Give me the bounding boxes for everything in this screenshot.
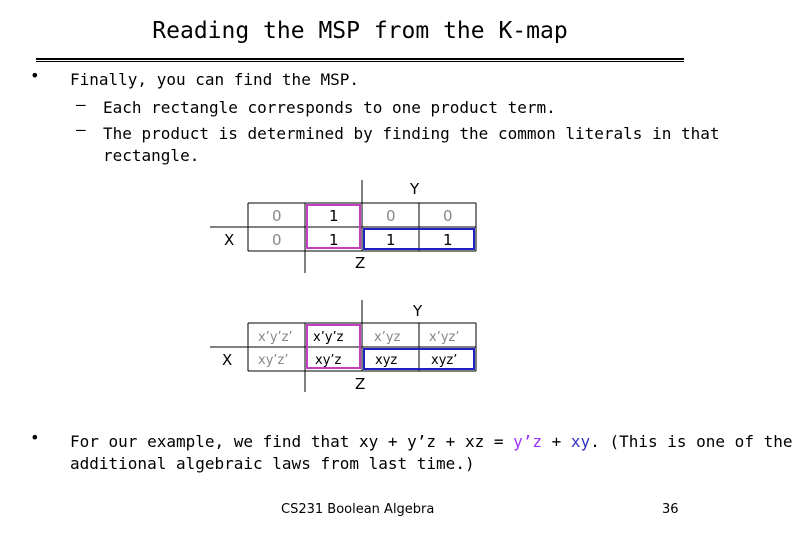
result-term-yz: y’z — [513, 432, 543, 451]
kmap1-cell: 0 — [272, 231, 282, 249]
bullet-1-text: Finally, you can find the MSP. — [70, 70, 359, 89]
kmap1-var-y: Y — [410, 180, 420, 198]
kmap1-cell: 1 — [443, 231, 453, 249]
kmap2-var-z: Z — [355, 375, 366, 393]
example-tail: . (This is one of the — [590, 432, 792, 451]
bullet-2-cont: additional algebraic laws from last time.) — [70, 454, 475, 473]
kmap1-var-z: Z — [355, 254, 366, 272]
sub-bullet-1: Each rectangle corresponds to one product term. — [103, 98, 556, 117]
bullet-2-text — [70, 432, 792, 451]
kmap2-cell: xy’z — [315, 353, 342, 368]
plus-sign: + — [542, 432, 571, 451]
kmap2-cell: x’y’z — [313, 330, 344, 345]
kmap1-cell: 0 — [386, 207, 396, 225]
page-number: 36 — [662, 502, 679, 517]
result-term-xy: xy — [570, 432, 591, 451]
kmap2-var-x: X — [222, 351, 233, 369]
dash-marker: – — [76, 120, 86, 139]
kmap1-cell: 1 — [386, 231, 396, 249]
kmap2-var-y: Y — [413, 302, 423, 320]
kmap2-cell: xyz — [375, 353, 398, 368]
kmap1-var-x: X — [224, 231, 235, 249]
kmap1-cell: 0 — [443, 207, 453, 225]
kmap2-cell: xyz’ — [431, 353, 458, 368]
slide-title: Reading the MSP from the K-map — [152, 18, 568, 44]
bullet-marker: • — [30, 428, 40, 447]
kmap1-cell: 0 — [272, 207, 282, 225]
sub-bullet-2-cont: rectangle. — [103, 146, 200, 165]
kmap2-cell: x’yz’ — [429, 330, 460, 345]
sub-bullet-2: The product is determined by finding the common literals in that — [103, 124, 720, 143]
example-equation: For our example, we find that xy + y’z + xz = — [70, 432, 514, 451]
dash-marker: – — [76, 95, 86, 114]
kmap1-cell: 1 — [329, 231, 339, 249]
footer-text: CS231 Boolean Algebra — [281, 502, 435, 517]
bullet-marker: • — [30, 66, 40, 85]
kmap1-cell: 1 — [329, 207, 339, 225]
kmap2-cell: x’y’z’ — [258, 330, 293, 345]
kmap2-cell: xy’z’ — [258, 353, 289, 368]
kmap2-cell: x’yz — [374, 330, 401, 345]
